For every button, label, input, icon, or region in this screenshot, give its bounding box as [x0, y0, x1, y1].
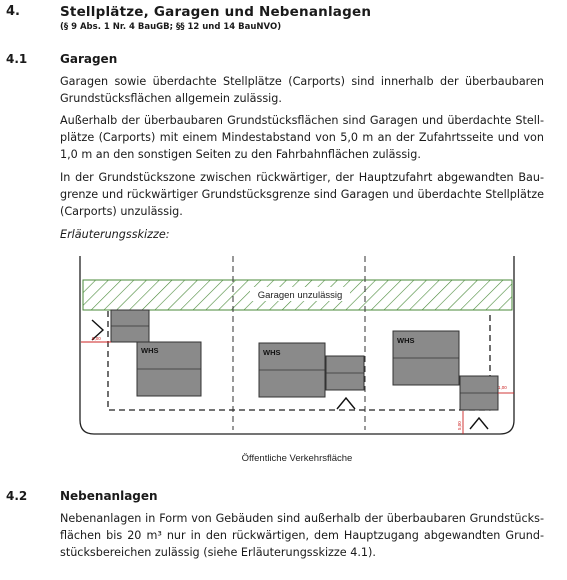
- text-line: Außerhalb der überbaubaren Grundstücksflächen sind Garagen und überdachte Stell-: [60, 114, 544, 127]
- dimension-label: 1,00: [498, 385, 507, 390]
- subsection-title-garagen: Garagen: [60, 52, 118, 66]
- subsection-number-4-2: 4.2: [6, 489, 28, 503]
- text-line: stücksbereichen zulässig (siehe Erläuterungsskizze 4.1).: [60, 546, 376, 559]
- text-line: Nebenanlagen in Form von Gebäuden sind außerhalb der überbaubaren Grundstücks-: [60, 512, 544, 525]
- paragraph-garagen-1: [60, 73, 544, 107]
- dimension-label: 5,00: [457, 421, 462, 430]
- paragraph-garagen-2: [60, 112, 544, 163]
- subsection-title-nebenanlagen: Nebenanlagen: [60, 489, 158, 503]
- hatch-label: Garagen unzulässig: [257, 290, 343, 301]
- subsection-number-4-1: 4.1: [6, 52, 28, 66]
- sketch-caption: Erläuterungsskizze:: [60, 228, 170, 241]
- text-line: Grundstücksflächen allgemein zulässig.: [60, 92, 282, 105]
- section-subtitle: (§ 9 Abs. 1 Nr. 4 BauGB; §§ 12 und 14 BauNVO): [60, 22, 282, 32]
- explanatory-sketch: [0, 248, 567, 470]
- section-title: Stellplätze, Garagen und Nebenanlagen: [60, 4, 372, 20]
- paragraph-nebenanlagen: [60, 510, 544, 561]
- section-number: 4.: [6, 4, 20, 19]
- whs-label: WHS: [141, 346, 159, 355]
- text-line: (Carports) unzulässig.: [60, 205, 183, 218]
- text-line: In der Grundstückszone zwischen rückwärtiger, der Hauptzufahrt abgewandten Bau-: [60, 171, 544, 184]
- whs-label: WHS: [397, 336, 415, 345]
- text-line: flächen bis 20 m³ nur in den rückwärtigen, dem Hauptzugang abgewandten Grund-: [60, 529, 544, 542]
- text-line: plätze (Carports) mit einem Mindestabstand von 5,0 m an der Zufahrtsseite und von: [60, 131, 544, 144]
- text-line: 1,0 m an den sonstigen Seiten zu den Fahrbahnflächen zulässig.: [60, 148, 421, 161]
- road-label: Öffentliche Verkehrsfläche: [241, 453, 353, 464]
- text-line: grenze und rückwärtiger Grundstücksgrenze sind Garagen und überdachte Stellplätze: [60, 188, 544, 201]
- text-line: Garagen sowie überdachte Stellplätze (Carports) sind innerhalb der überbaubaren: [60, 75, 544, 88]
- entrance-arrow-icon: [337, 398, 355, 409]
- paragraph-garagen-3: [60, 169, 544, 220]
- entrance-arrow-icon: [470, 418, 488, 429]
- dimension-label: 5,00: [92, 336, 101, 341]
- whs-label: WHS: [263, 348, 281, 357]
